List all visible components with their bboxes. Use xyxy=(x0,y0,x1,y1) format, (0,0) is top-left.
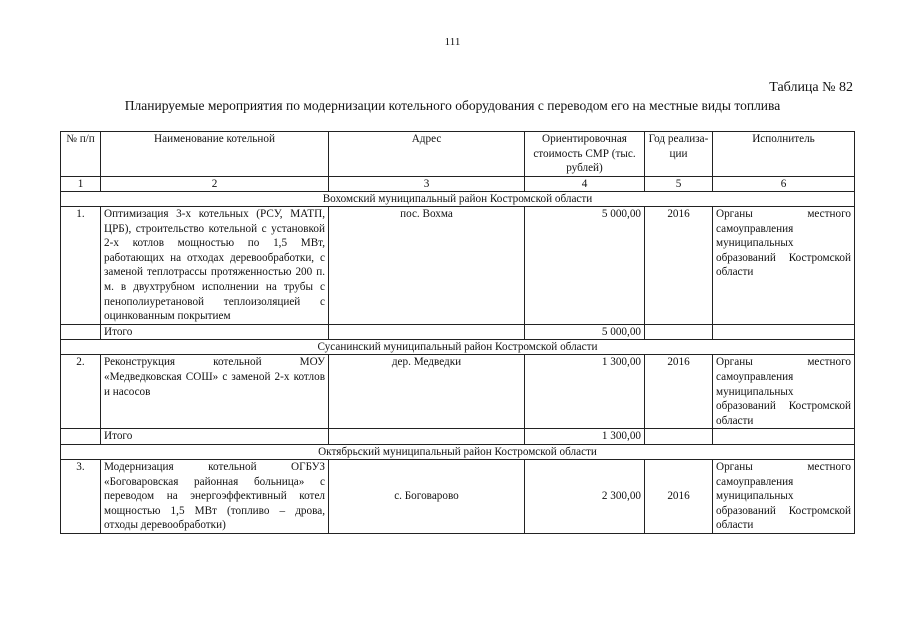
table-label: Таблица № 82 xyxy=(769,80,853,95)
column-number: 3 xyxy=(329,177,525,192)
year: 2016 xyxy=(645,207,713,325)
year: 2016 xyxy=(645,459,713,533)
column-number: 1 xyxy=(61,177,101,192)
document-title: Планируемые мероприятия по модернизации котельного оборудования с переводом его на местные виды топлива xyxy=(124,98,781,113)
region-row xyxy=(61,444,855,459)
column-number: 2 xyxy=(101,177,329,192)
region-row xyxy=(61,340,855,355)
boiler-name: Модернизация котельной ОГБУЗ «Боговаровская районная больница» с переводом на энергоэффективный котел мощностью 1,5 МВт (топливо – дрова, отходы деревообработки) xyxy=(101,459,329,533)
total-row xyxy=(61,429,855,445)
total-value: 1 300,00 xyxy=(525,429,645,445)
executor: Органы местного самоуправления муниципальных образований Костромской области xyxy=(713,355,855,429)
region-name: Сусанинский муниципальный район Костромской области xyxy=(61,340,855,355)
boiler-name: Реконструкция котельной МОУ «Медведковская СОШ» с заменой 2-х котлов и насосов xyxy=(101,355,329,429)
total-label: Итого xyxy=(101,324,329,340)
table-row xyxy=(61,207,855,325)
header-name: Наименование котельной xyxy=(101,132,329,177)
boiler-name: Оптимизация 3-х котельных (РСУ, МАТП, ЦРБ), строительство котельной с установкой 2-х котлов мощностью по 1,5 МВт, работающих на отходах деревообработки, с заменой теплотрассы протяженностью 200 п. м. в двухтрубном исполнении на трубы с пенополиуретановой теплоизоляцией с оцинкованным покрытием xyxy=(101,207,329,325)
column-number: 6 xyxy=(713,177,855,192)
cost: 1 300,00 xyxy=(525,355,645,429)
cost: 5 000,00 xyxy=(525,207,645,325)
page-number: 111 xyxy=(444,36,461,48)
total-label: Итого xyxy=(101,429,329,445)
row-number: 3. xyxy=(61,459,101,533)
row-number: 2. xyxy=(61,355,101,429)
column-number-row xyxy=(61,177,855,192)
header-cost: Ориентировочная стоимость СМР (тыс. рублей) xyxy=(525,132,645,177)
measures-table xyxy=(60,131,855,534)
row-number: 1. xyxy=(61,207,101,325)
cost: 2 300,00 xyxy=(525,459,645,533)
total-row xyxy=(61,324,855,340)
header-year: Год реализа-ции xyxy=(645,132,713,177)
executor: Органы местного самоуправления муниципальных образований Костромской области xyxy=(713,459,855,533)
address: пос. Вохма xyxy=(329,207,525,325)
address: с. Боговарово xyxy=(329,459,525,533)
table-row xyxy=(61,459,855,533)
address: дер. Медведки xyxy=(329,355,525,429)
table-row xyxy=(61,355,855,429)
column-number: 5 xyxy=(645,177,713,192)
column-number: 4 xyxy=(525,177,645,192)
executor: Органы местного самоуправления муниципальных образований Костромской области xyxy=(713,207,855,325)
year: 2016 xyxy=(645,355,713,429)
region-name: Октябрьский муниципальный район Костромской области xyxy=(61,444,855,459)
region-name: Вохомский муниципальный район Костромской области xyxy=(61,192,855,207)
total-value: 5 000,00 xyxy=(525,324,645,340)
header-executor: Исполнитель xyxy=(713,132,855,177)
table-header-row xyxy=(61,132,855,177)
header-address: Адрес xyxy=(329,132,525,177)
region-row xyxy=(61,192,855,207)
header-num: № п/п xyxy=(61,132,101,177)
